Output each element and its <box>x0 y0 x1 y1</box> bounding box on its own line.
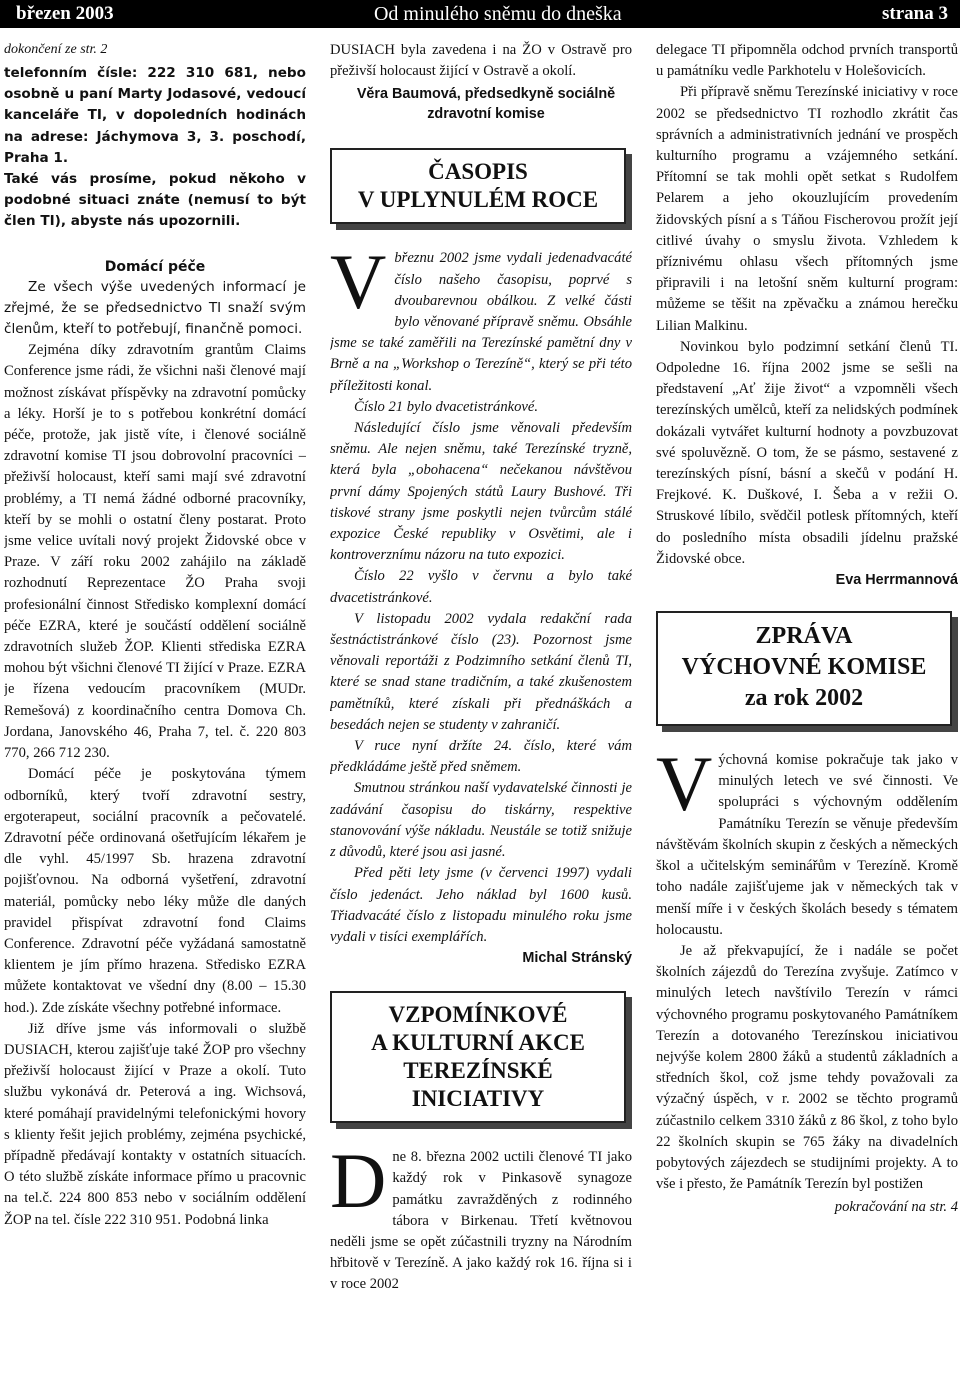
headline-line: VÝCHOVNÉ KOMISE <box>681 654 927 681</box>
magazine-paragraph-4: Číslo 22 vyšlo v červnu a bylo také dvacetistránkové. <box>330 568 632 606</box>
column-2 <box>330 40 632 1392</box>
intro-request: Také vás prosíme, pokud někoho v podobné situaci znáte (nemusí to být člen TI), abyste nás upozornili. <box>4 171 306 230</box>
header-page-number: strana 3 <box>882 3 948 24</box>
headline-box-education-report <box>656 611 952 726</box>
home-care-paragraph-3: Již dříve jsme vás informovali o službě DUSIACH, kterou zajišťuje také ŽOP pro všechny přeživší holocaust žijící v Praze a okolí. Tuto službu vykonává dr. Peterová a ing. Wichsová, které pomáhají pravidelnými telefonickými hovory s klienty řešit jejich problémy, zejména psychické, případně předávají kontakty v ostatních situacích. O této službě získáte informace přímo u pracovnic na tel.č. 224 800 853 nebo v sociálním oddělení ŽOP na tel. čísle 222 310 951. Podobná linka <box>4 1020 306 1228</box>
intro-contact: telefonním čísle: 222 310 681, nebo osobně u paní Marty Jodasové, vedoucí kanceláře TI, v dopoledních hodinách na adrese: Jáchymova 3, 3. poschodí, Praha 1. <box>4 65 306 166</box>
header-date: březen 2003 <box>16 3 114 24</box>
home-care-paragraph-1: Zejména díky zdravotním grantům Claims Conference jsme rádi, že všichni naši členové mají možnost získávat příspěvky na zdravotní pomůcky a léky. Horší je to s potřebou konkrétní domácí péče, protože, jak jistě víte, i členové sociálně zdravotní komise TI jsou dobrovolní pracovníci – přeživší holocaust, kteří sami mají své zdravotní problémy, a TI nemá žádné odborné pracovníky, kteří by se mohli o ostatní členy postarat. Proto jsme velice uvítali nový projekt Židovské obce v Praze. V září roku 2002 zahájilo na základě rozhodnutí Reprezentace ŽO Praha svoji profesionální činnost Středisko komplexní domácí péče EZRA, které je součástí oddělení sociálně zdravotních služeb ŽOP. Klienti střediska EZRA mohou být všichni členové TI žijící v Praze. EZRA je řízena vedoucím pracovníkem (MUDr. Remešová) z koordinačního centra Domova Ch. Jordana, Janovského 46, Praha 7, tel. č. 220 803 770, 266 712 230. <box>4 342 306 762</box>
headline-line: V UPLYNULÉM ROCE <box>357 187 599 213</box>
home-care-paragraph-2: Domácí péče je poskytována týmem odborníků, který tvoří zdravotní sestry, ergoterapeut, sociální pracovník a pečovatelé. Zdravotní péče ordinovaná ošetřujícím lékařem je dle vyhl. 45/1997 Sb. hrazena zdravotní pojišťovnou. Na odborná vyšetření, zdravotní materiál, pomůcky nebo léky může dle daných pravidel přispívat zdravotní fond Claims Conference. Zdravotní péče vyžádaná samostatně klientem je jím přímo hrazena. Středisko EZRA můžete kontaktovat ve všední dny (8.00 – 15.30 hod.). Zde získáte všechny potřebné informace. <box>4 766 306 1016</box>
section-heading-home-care: Domácí péče <box>104 258 206 275</box>
memorial-article <box>330 1137 632 1295</box>
magazine-paragraph-2: Číslo 21 bylo dvacetistránkové. <box>354 398 539 415</box>
continued-on: pokračování na str. 4 <box>834 1199 958 1216</box>
drop-cap: D <box>330 1137 387 1225</box>
autumn-meeting-paragraph: Novinkou bylo podzimní setkání členů TI. Odpoledne 16. října 2002 jsme se sešli na představení „Ať žije život“ a vzpomněli všech terezínských umělců, kteří za nelidských podmínek dokázali vytvářet kulturní hodnoty a povzbuzovat své spoluvězně. O tom, že se pásmo, sestavené z terezínských písní, básní a skečů v podání H. Frejkové. K. Duškové, I. Šeba a v režii O. Struskové líbilo, svědčil potlesk přítomných, kteří do posledního místa obsadili jídelnu pražské Židovské obce. <box>656 338 958 567</box>
education-paragraph-2: Je až překvapující, že i nadále se počet školních zájezdů do Terezína zvyšuje. Zatímco v minulých letech navštívilo Terezín v rámci výchovného programu poskytovaného Památníkem Terezín a dotovaného Terezínskou iniciativou nejvýše kolem 2800 žáků a studentů základních a středních škol, což jsme tehdy považovali za výzačný úspěch, v r. 2002 se těchto programů zúčastnilo celkem 3310 žáků z 86 škol, z toho bylo 22 školních skupin se 765 žáky na divadelních pobytových zájezdech se studijními projekty. A to vše i přesto, že Památník Terezín byl postižen <box>656 942 958 1193</box>
congress-paragraph: Při přípravě sněmu Terezínské iniciativy v roce 2002 se předsednictvo TI rozhodlo zkrátit čas správních a administrativních jednání ve prospěch kulturního programu a vzájemného setkání. Přítomní se tak mohli opět setkat s Rudolfem Pelarem a jeho okouzlujícím provedením židovských písní a s Táňou Fischerovou prožít její citlivé úvahy o smyslu života. Vzhledem k příznivému ohlasu všech přítomných jsme připravili i na letošní sněm kulturní program: můžeme se těšit na zpěvačku a známou herečku Lilian Malkinu. <box>656 84 958 334</box>
memorial-paragraph-1: ne 8. března 2002 uctili členové TI jako každý rok v Pinkasově synagoze památku zavražděných z rodinného tábora v Birkenau. Třetí květnovou neděli jsme se opět zúčastnili tryzny na Národním hřbitově v Terezíně. A jako každý rok 16. října si i v roce 2002 <box>330 1149 632 1293</box>
signature-herrmannova: Eva Herrmannová <box>835 572 958 589</box>
page-header <box>0 0 960 28</box>
magazine-paragraph-7: Smutnou stránkou naší vydavatelské činnosti je zadávání časopisu do tiskárny, respektive stanovování výše nákladu. Neustále se totiž snižuje z důvodů, které jsou asi jasné. <box>330 780 632 861</box>
continued-from: dokončení ze str. 2 <box>4 42 108 57</box>
magazine-paragraph-3: Následující číslo jsme věnovali především sněmu. Ale nejen sněmu, také Terezínské tryzně, která byla „obohacena“ nečekanou návštěvou první dámy Spojených států Laury Bushové. Tři tiskové strany jsme poskytli nejen tvůrcům stálé expozice České republiky v Osvětimi, ale i kontroverznímu názoru na tuto expozici. <box>330 420 632 564</box>
education-article <box>656 740 958 1218</box>
drop-cap: V <box>330 238 387 326</box>
headline-box-memorial-events <box>330 991 626 1123</box>
magazine-paragraph-5: V listopadu 2002 vydala redakční rada šestnáctistránkové číslo (23). Pozornost jsme věnovali reportáži z Podzimního setkání členů TI, které se snad stane tradičním, a také zkušenostem pamětníků, které získali při přednáškách a besedách nejen se studenty v zahraničí. <box>330 610 632 733</box>
magazine-paragraph-6: V ruce nyní držíte 24. číslo, které vám předkládáme ještě před sněmem. <box>330 738 632 776</box>
home-care-lead: Ze všech výše uvedených informací je zřejmé, že se předsednictvo TI snaží svým členům, kteří to potřebují, finančně pomoci. <box>4 278 306 338</box>
magazine-paragraph-1: březnu 2002 jsme vydali jedenadvacáté číslo našeho časopisu, poprvé s dvoubarevnou obálkou. Z velké části bylo věnované přípravě sněmu. Obsáhle jsme se také zaměřili na Terezínské pamětní dny v Brně a na „Workshop o Terezíně“, který se při této příležitosti konal. <box>330 250 632 394</box>
headline-line: TEREZÍNSKÉ INICIATIVY <box>403 1058 553 1112</box>
signature-baumova: Věra Baumová, předsedkyně sociálně zdravotní komise <box>356 86 616 123</box>
headline-line: za rok 2002 <box>744 685 864 712</box>
delegation-paragraph: delegace TI připomněla odchod prvních transportů u památníku vedle Parkhotelu v Holešovicích. <box>656 42 958 80</box>
headline-line: ZPRÁVA <box>755 623 853 650</box>
header-section-title: Od minulého sněmu do dneška <box>373 2 622 25</box>
drop-cap: V <box>656 740 713 828</box>
signature-stransky: Michal Stránský <box>522 950 632 967</box>
column-1 <box>4 40 306 1392</box>
headline-line: A KULTURNÍ AKCE <box>371 1030 585 1056</box>
dusiach-paragraph: DUSIACH byla zavedena i na ŽO v Ostravě pro přeživší holocaust žijící v Ostravě a okolí. <box>330 42 632 80</box>
headline-line: ČASOPIS <box>428 159 528 185</box>
headline-box-magazine <box>330 148 626 224</box>
magazine-article <box>330 238 632 969</box>
education-paragraph-1: ýchovná komise pokračuje tak jako v minulých letech ve své činnosti. Ve spolupráci s výchovným oddělením Památníku Terezín se věnuje především návštěvám školních skupin z českých a německých škol a učitelským seminářům v Terezíně. Kromě toho nadále zajišťujeme jak v německých tak v menší míře i v českých školách besedy s tématem holocaustu. <box>656 752 958 938</box>
column-3 <box>656 40 958 1392</box>
magazine-paragraph-8: Před pěti lety jsme (v červenci 1997) vydali číslo jedenáct. Jeho náklad byl 1600 kusů. Třiadvacáté číslo z listopadu minulého roku jsme vydali v tisíci exemplářích. <box>330 865 632 945</box>
headline-line: VZPOMÍNKOVÉ <box>388 1002 568 1028</box>
